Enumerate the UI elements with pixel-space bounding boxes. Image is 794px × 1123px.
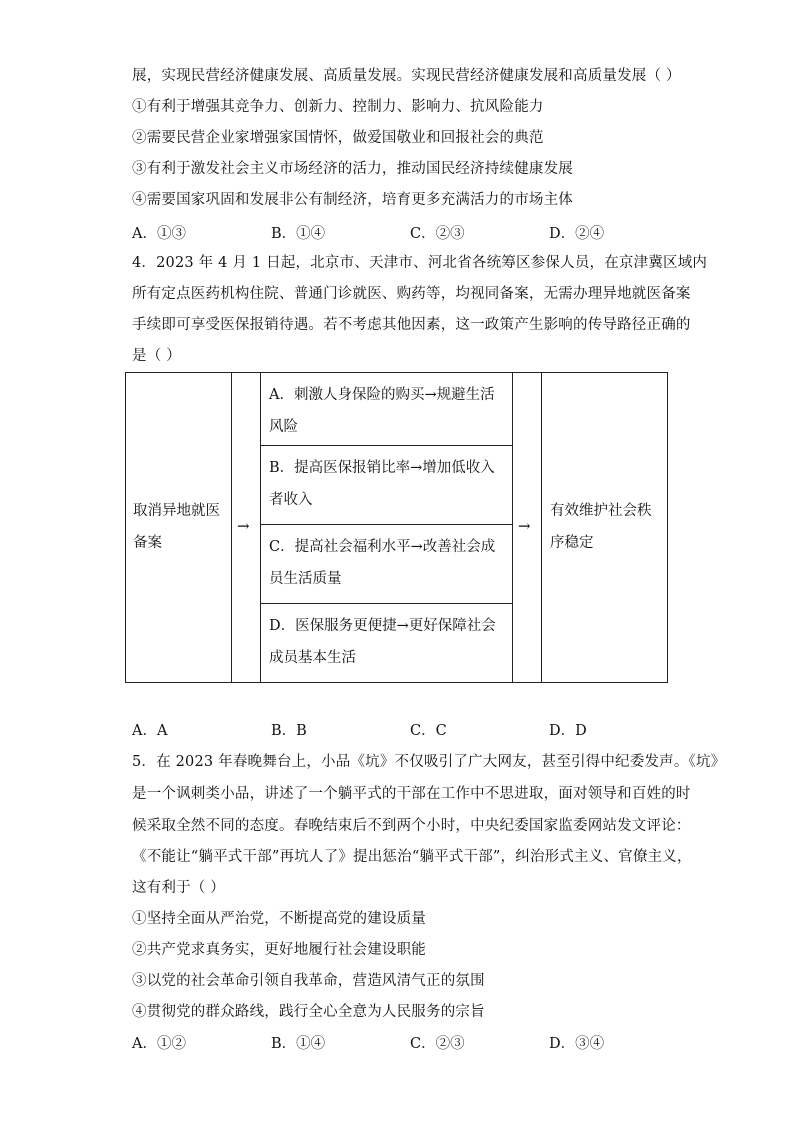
- q3-item-3: ③有利于激发社会主义市场经济的活力，推动国民经济持续健康发展: [132, 161, 573, 177]
- q3-option-b[interactable]: B．①④: [271, 226, 326, 242]
- flow-middle-b: B．提高医保报销比率→增加低收入者收入: [269, 460, 495, 508]
- q3-item-4: ④需要国家巩固和发展非公有制经济，培育更多充满活力的市场主体: [132, 192, 573, 208]
- q3-stem-tail: 展，实现民营经济健康发展、高质量发展。实现民营经济健康发展和高质量发展（ ）: [132, 68, 681, 84]
- q5-stem-line-1: 5．在 2023 年春晚舞台上，小品《坑》不仅吸引了广大网友，甚至引得中纪委发声。《坑》: [132, 754, 726, 770]
- q4-option-c[interactable]: C．C: [410, 723, 447, 739]
- q3-item-1: ①有利于增强其竞争力、创新力、控制力、影响力、抗风险能力: [132, 99, 544, 115]
- q4-stem-line-3: 手续即可享受医保报销待遇。若不考虑其他因素，这一政策产生影响的传导路径正确的: [132, 317, 691, 333]
- q3-option-a[interactable]: A．①③: [132, 226, 186, 242]
- q4-stem-line-2: 所有定点医药机构住院、普通门诊就医、购药等，均视同备案，无需办理异地就医备案: [132, 286, 691, 302]
- q5-option-b[interactable]: B．①④: [271, 1036, 326, 1052]
- q5-stem-line-3: 候采取全然不同的态度。春晚结束后不到两个小时，中央纪委国家监委网站发文评论：: [132, 818, 691, 834]
- flow-left-line-1: 取消异地就医: [133, 503, 220, 519]
- q4-option-b[interactable]: B．B: [271, 723, 307, 739]
- q4-flow-table: [125, 372, 668, 683]
- q5-stem-line-4: 《不能让“躺平式干部”再坑人了》提出惩治“躺平式干部”，纠治形式主义、官僚主义，: [132, 849, 692, 865]
- q4-option-a[interactable]: A．A: [132, 723, 168, 739]
- q5-item-2: ②共产党求真务实，更好地履行社会建设职能: [132, 942, 426, 958]
- flow-arrow-2: →: [518, 517, 531, 535]
- flow-arrow-1: →: [237, 517, 250, 535]
- q4-stem-line-4: 是（ ）: [132, 348, 181, 364]
- q3-item-2: ②需要民营企业家增强家国情怀，做爱国敬业和回报社会的典范: [132, 130, 544, 146]
- q4-option-d[interactable]: D．D: [549, 723, 587, 739]
- q4-stem-line-1: 4．2023 年 4 月 1 日起，北京市、天津市、河北省各统筹区参保人员，在京津冀区域内: [132, 255, 708, 271]
- flow-left-line-2: 备案: [133, 535, 162, 551]
- flow-middle-options: [261, 373, 513, 682]
- q5-item-1: ①坚持全面从严治党，不断提高党的建设质量: [132, 911, 426, 927]
- q3-option-c[interactable]: C．②③: [410, 226, 465, 242]
- flow-middle-a: A．刺激人身保险的购买→规避生活风险: [269, 387, 495, 435]
- q5-stem-line-2: 是一个讽刺类小品，讲述了一个躺平式的干部在工作中不思进取，面对领导和百姓的时: [132, 786, 691, 802]
- q5-option-a[interactable]: A．①②: [132, 1036, 186, 1052]
- flow-middle-d: D．医保服务更便捷→更好保障社会成员基本生活: [269, 618, 496, 666]
- q3-option-d[interactable]: D．②④: [549, 226, 605, 242]
- flow-middle-c: C．提高社会福利水平→改善社会成员生活质量: [269, 539, 496, 587]
- q5-option-d[interactable]: D．③④: [549, 1036, 605, 1052]
- q5-item-3: ③以党的社会革命引领自我革命，营造风清气正的氛围: [132, 973, 485, 989]
- q5-stem-line-5: 这有利于（ ）: [132, 880, 226, 896]
- q5-item-4: ④贯彻党的群众路线，践行全心全意为人民服务的宗旨: [132, 1004, 485, 1020]
- flow-right-line-2: 序稳定: [550, 535, 594, 551]
- q5-option-c[interactable]: C．②③: [410, 1036, 465, 1052]
- flow-right-line-1: 有效维护社会秩: [550, 503, 652, 519]
